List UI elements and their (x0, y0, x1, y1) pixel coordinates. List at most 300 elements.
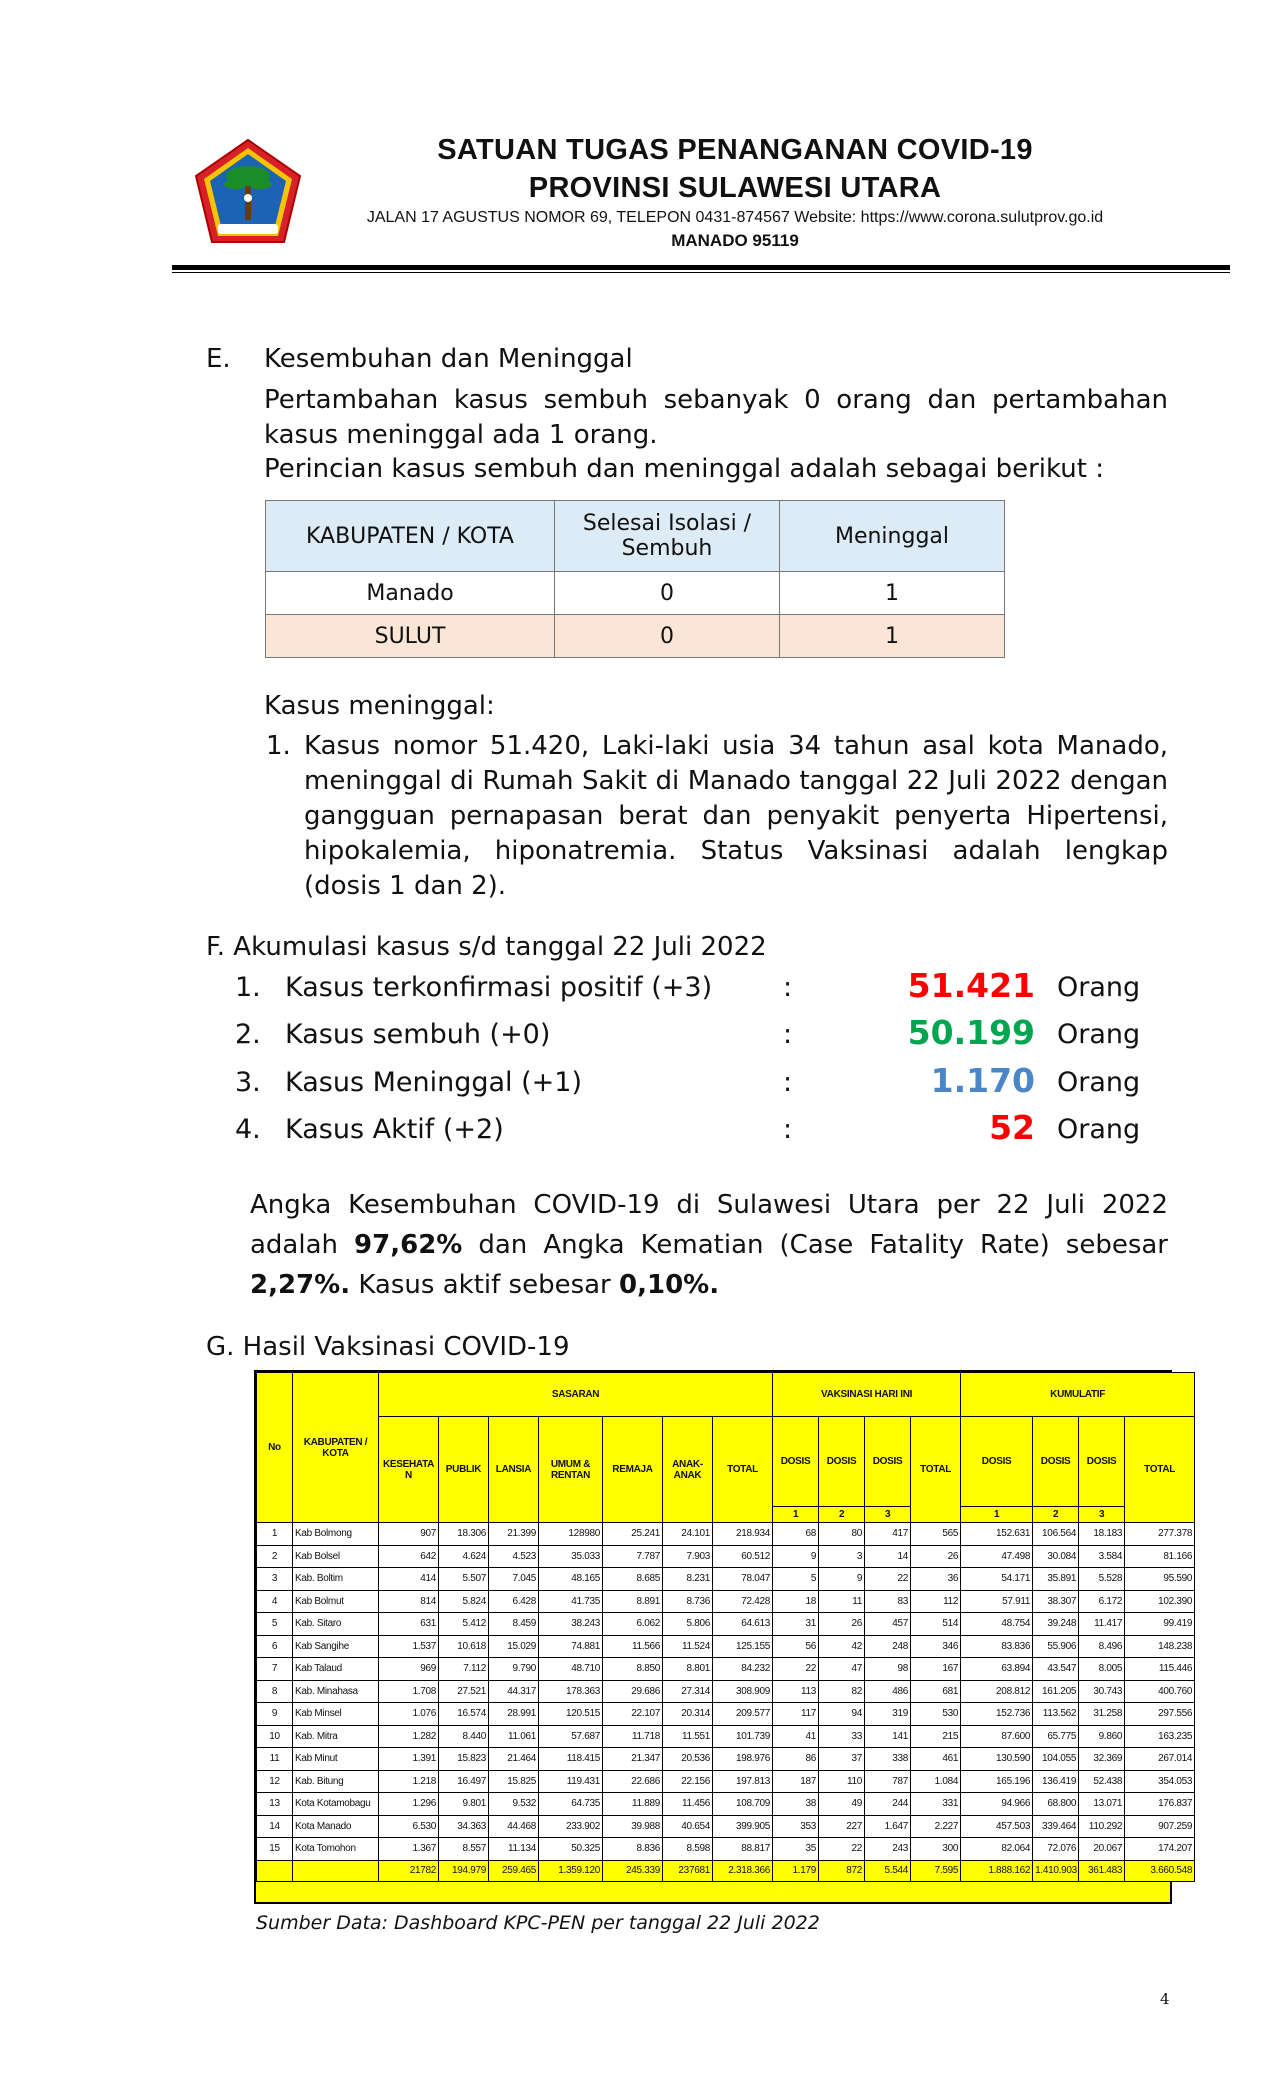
table-cell: 32.369 (1079, 1748, 1125, 1771)
total-cell: 361.483 (1079, 1860, 1125, 1881)
table-cell: 9.801 (439, 1793, 489, 1816)
table-cell: 215 (911, 1725, 961, 1748)
table-cell: 243 (865, 1838, 911, 1861)
table-cell: 7 (257, 1658, 293, 1681)
col-header-umum-rentan: UMUM & RENTAN (539, 1417, 603, 1523)
table-cell: 8.459 (489, 1613, 539, 1636)
table-row (257, 1793, 1195, 1816)
table-cell: 907 (379, 1523, 439, 1546)
table-cell: 95.590 (1125, 1568, 1195, 1591)
table-cell: 631 (379, 1613, 439, 1636)
table-cell: 18 (773, 1590, 819, 1613)
table-cell: 0 (555, 572, 780, 615)
table-cell: 48.165 (539, 1568, 603, 1591)
total-cell: 1.888.162 (961, 1860, 1033, 1881)
table-row (257, 1545, 1195, 1568)
section-e-paragraph-1: Pertambahan kasus sembuh sebanyak 0 orang dan pertambahan kasus meninggal ada 1 orang. (264, 385, 1168, 450)
table-cell: 27.521 (439, 1680, 489, 1703)
table-cell: 113 (773, 1680, 819, 1703)
table-cell: 152.736 (961, 1703, 1033, 1726)
table-row (257, 1838, 1195, 1861)
recovery-rate: 97,62% (354, 1230, 463, 1260)
table-cell: 9 (257, 1703, 293, 1726)
table-row (257, 1613, 1195, 1636)
table-cell: 1 (780, 615, 1005, 658)
table-cell: 486 (865, 1680, 911, 1703)
table-cell: 11.061 (489, 1725, 539, 1748)
table-cell: 30.743 (1079, 1680, 1125, 1703)
table-cell: 21.464 (489, 1748, 539, 1771)
row-number: 2. (235, 1019, 261, 1050)
dose-number: 3 (865, 1507, 911, 1523)
table-cell: 681 (911, 1680, 961, 1703)
table-cell: 248 (865, 1635, 911, 1658)
table-cell: Kab. Bitung (293, 1770, 379, 1793)
col-header-total-kumulatif: TOTAL (1125, 1417, 1195, 1523)
table-cell: 308.909 (713, 1680, 773, 1703)
table-row (266, 572, 1005, 615)
table-cell: 108.709 (713, 1793, 773, 1816)
table-cell: 11.718 (603, 1725, 663, 1748)
total-cell: 259.465 (489, 1860, 539, 1881)
table-cell: Kota Manado (293, 1815, 379, 1838)
table-cell: 47.498 (961, 1545, 1033, 1568)
table-cell: 319 (865, 1703, 911, 1726)
table-cell: 72.428 (713, 1590, 773, 1613)
table-cell: Kota Tomohon (293, 1838, 379, 1861)
table-cell: 7.045 (489, 1568, 539, 1591)
table-cell: 22.107 (603, 1703, 663, 1726)
table-cell: 83.836 (961, 1635, 1033, 1658)
col-header-dosis-2-kumulatif: DOSIS (1033, 1417, 1079, 1507)
row-colon: : (783, 1019, 793, 1050)
table-cell: 99.419 (1125, 1613, 1195, 1636)
table-cell: 8.685 (603, 1568, 663, 1591)
table-cell: 18.183 (1079, 1523, 1125, 1546)
table-cell: 81.166 (1125, 1545, 1195, 1568)
table-cell: 26 (911, 1545, 961, 1568)
dose-number: 2 (1033, 1507, 1079, 1523)
table-cell: 43.547 (1033, 1658, 1079, 1681)
table-cell: 9.790 (489, 1658, 539, 1681)
table-cell: 5.806 (663, 1613, 713, 1636)
table-row (257, 1770, 1195, 1793)
header-title-line1: SATUAN TUGAS PENANGANAN COVID-19 (437, 134, 1033, 166)
table-cell: Kab Sangihe (293, 1635, 379, 1658)
total-cell: 1.179 (773, 1860, 819, 1881)
table-cell: Kab. Sitaro (293, 1613, 379, 1636)
section-f-heading: F. Akumulasi kasus s/d tanggal 22 Juli 2022 (206, 932, 767, 962)
table-cell: 1 (780, 572, 1005, 615)
cumulative-row-deaths (235, 1061, 1141, 1111)
table-cell: 35.033 (539, 1545, 603, 1568)
table-row (257, 1658, 1195, 1681)
table-cell: 35.891 (1033, 1568, 1079, 1591)
table-cell: 814 (379, 1590, 439, 1613)
table-cell: 1.391 (379, 1748, 439, 1771)
total-cell: 21782 (379, 1860, 439, 1881)
section-e-letter: E. (206, 344, 231, 374)
table-cell: 63.894 (961, 1658, 1033, 1681)
table-cell: 1.218 (379, 1770, 439, 1793)
row-value: 51.421 (907, 966, 1035, 1005)
table-cell: 106.564 (1033, 1523, 1079, 1546)
table-cell: 2.227 (911, 1815, 961, 1838)
table-cell: 102.390 (1125, 1590, 1195, 1613)
dose-number: 3 (1079, 1507, 1125, 1523)
table-cell: 78.047 (713, 1568, 773, 1591)
summary-text: Kasus aktif sebesar (358, 1270, 611, 1300)
table-cell: 7.903 (663, 1545, 713, 1568)
table-cell: 9 (819, 1568, 865, 1591)
table-cell: Kota Kotamobagu (293, 1793, 379, 1816)
header-address: JALAN 17 AGUSTUS NOMOR 69, TELEPON 0431-874567 Website: https://www.corona.sulutprov.go.id (366, 209, 1104, 226)
table-cell: 50.325 (539, 1838, 603, 1861)
table-row (257, 1523, 1195, 1546)
section-g-heading: G. Hasil Vaksinasi COVID-19 (206, 1332, 570, 1362)
table-cell: 8.891 (603, 1590, 663, 1613)
header-divider-thin (172, 272, 1230, 273)
col-header-dosis-3-harian: DOSIS (865, 1417, 911, 1507)
recovery-death-table (265, 500, 1005, 658)
table-cell: 400.760 (1125, 1680, 1195, 1703)
table-cell: 11 (257, 1748, 293, 1771)
table-cell: Kab Minsel (293, 1703, 379, 1726)
dose-number: 1 (773, 1507, 819, 1523)
table-cell: 3.584 (1079, 1545, 1125, 1568)
total-cell-empty (293, 1860, 379, 1881)
total-cell: 1.410.903 (1033, 1860, 1079, 1881)
table-cell: 52.438 (1079, 1770, 1125, 1793)
section-e-heading: Kesembuhan dan Meninggal (264, 344, 633, 374)
death-case-description: Kasus nomor 51.420, Laki-laki usia 34 tahun asal kota Manado, meninggal di Rumah Sakit di Manado tanggal 22 Juli 2022 dengan gangguan pernapasan berat dan penyakit penyerta Hipertensi, hipokalemia, hiponatremia. Status Vaksinasi adalah lengkap (dosis 1 dan 2). (304, 731, 1168, 901)
table-cell: 41 (773, 1725, 819, 1748)
table-cell: 176.837 (1125, 1793, 1195, 1816)
col-header-dosis-2-harian: DOSIS (819, 1417, 865, 1507)
table-cell: 60.512 (713, 1545, 773, 1568)
vaccination-table-container (254, 1370, 1193, 1904)
col-header-total-harian: TOTAL (911, 1417, 961, 1523)
table-cell: 6.172 (1079, 1590, 1125, 1613)
summary-text: Angka Kesembuhan COVID-19 di Sulawesi Utara per 22 Juli 2022 adalah (250, 1190, 1168, 1260)
table-cell: 82.064 (961, 1838, 1033, 1861)
table-cell: 165.196 (961, 1770, 1033, 1793)
table-cell: 118.415 (539, 1748, 603, 1771)
table-cell: Kab. Mitra (293, 1725, 379, 1748)
row-number: 4. (235, 1114, 261, 1145)
row-value: 52 (989, 1108, 1035, 1147)
dose-number: 2 (819, 1507, 865, 1523)
table-cell: 34.363 (439, 1815, 489, 1838)
table-row (257, 1703, 1195, 1726)
table-row (257, 1815, 1195, 1838)
table-cell: Kab Bolsel (293, 1545, 379, 1568)
table-cell: 18.306 (439, 1523, 489, 1546)
table-cell: 72.076 (1033, 1838, 1079, 1861)
table-cell: 11.551 (663, 1725, 713, 1748)
table-cell: Manado (266, 572, 555, 615)
table-cell: 1.084 (911, 1770, 961, 1793)
table-cell: 110.292 (1079, 1815, 1125, 1838)
table-cell: 41.735 (539, 1590, 603, 1613)
table-cell: 33 (819, 1725, 865, 1748)
table-cell: 514 (911, 1613, 961, 1636)
table-cell: 15 (257, 1838, 293, 1861)
total-cell: 5.544 (865, 1860, 911, 1881)
group-header-harian: VAKSINASI HARI INI (773, 1373, 961, 1417)
table-cell: 208.812 (961, 1680, 1033, 1703)
table-cell: 14 (257, 1815, 293, 1838)
table-cell: 10 (257, 1725, 293, 1748)
table-cell: 3 (819, 1545, 865, 1568)
table-row (257, 1725, 1195, 1748)
row-unit: Orang (1057, 972, 1141, 1003)
row-unit: Orang (1057, 1114, 1141, 1145)
row-label: Kasus terkonfirmasi positif (+3) (285, 972, 713, 1003)
table-cell: 11.417 (1079, 1613, 1125, 1636)
table-cell: 38 (773, 1793, 819, 1816)
table-cell: 354.053 (1125, 1770, 1195, 1793)
table-cell: 11.566 (603, 1635, 663, 1658)
table-cell: 9 (773, 1545, 819, 1568)
table-cell: 38.307 (1033, 1590, 1079, 1613)
table-cell: 2 (257, 1545, 293, 1568)
table-cell: 130.590 (961, 1748, 1033, 1771)
table-cell: 244 (865, 1793, 911, 1816)
table-cell: 907.259 (1125, 1815, 1195, 1838)
table-cell: 461 (911, 1748, 961, 1771)
table-cell: 141 (865, 1725, 911, 1748)
row-colon: : (783, 972, 793, 1003)
table-cell: 8.557 (439, 1838, 489, 1861)
table-cell: 417 (865, 1523, 911, 1546)
table-cell: 36 (911, 1568, 961, 1591)
table-cell: 87.600 (961, 1725, 1033, 1748)
table-cell: 1.296 (379, 1793, 439, 1816)
fatality-rate: 2,27%. (250, 1270, 351, 1300)
death-case-heading: Kasus meninggal: (264, 691, 495, 721)
table-cell: 8 (257, 1680, 293, 1703)
cumulative-row-recovered (235, 1013, 1141, 1063)
table-cell: 47 (819, 1658, 865, 1681)
vaccination-table-body (257, 1523, 1195, 1861)
table-cell: 3 (257, 1568, 293, 1591)
table-cell: 267.014 (1125, 1748, 1195, 1771)
table-cell: 12 (257, 1770, 293, 1793)
table-cell: 16.574 (439, 1703, 489, 1726)
section-e-paragraph-2: Perincian kasus sembuh dan meninggal adalah sebagai berikut : (264, 454, 1104, 484)
table-row (257, 1748, 1195, 1771)
table-cell: 38.243 (539, 1613, 603, 1636)
header-divider-thick (172, 265, 1230, 270)
table-cell: 54.171 (961, 1568, 1033, 1591)
col-header-remaja: REMAJA (603, 1417, 663, 1523)
table-cell: 21.347 (603, 1748, 663, 1771)
table-cell: 11.456 (663, 1793, 713, 1816)
table-cell: 15.029 (489, 1635, 539, 1658)
table-cell: 86 (773, 1748, 819, 1771)
table-cell: 8.598 (663, 1838, 713, 1861)
row-value: 50.199 (907, 1013, 1035, 1052)
table-cell: 20.314 (663, 1703, 713, 1726)
table-cell: 31 (773, 1613, 819, 1636)
table-cell: 969 (379, 1658, 439, 1681)
table-cell: Kab Bolmong (293, 1523, 379, 1546)
row-colon: : (783, 1067, 793, 1098)
table-cell: 15.823 (439, 1748, 489, 1771)
total-cell-empty (257, 1860, 293, 1881)
vaccination-table (256, 1372, 1195, 1882)
col-header-dosis-1-kumulatif: DOSIS (961, 1417, 1033, 1507)
table-header-kabupaten: KABUPATEN / KOTA (266, 501, 555, 572)
table-cell: 57.911 (961, 1590, 1033, 1613)
col-header-kabupaten: KABUPATEN / KOTA (293, 1373, 379, 1523)
table-cell: 104.055 (1033, 1748, 1079, 1771)
table-cell: 28.991 (489, 1703, 539, 1726)
table-cell: 57.687 (539, 1725, 603, 1748)
page-number: 4 (1160, 1990, 1170, 2008)
table-row (257, 1590, 1195, 1613)
table-cell: 4.624 (439, 1545, 489, 1568)
data-source-note: Sumber Data: Dashboard KPC-PEN per tanggal 22 Juli 2022 (256, 1912, 820, 1934)
table-cell: 88.817 (713, 1838, 773, 1861)
rates-summary (250, 1185, 1168, 1305)
table-cell: 44.317 (489, 1680, 539, 1703)
table-header-sembuh: Selesai Isolasi / Sembuh (555, 501, 780, 572)
table-cell: 530 (911, 1703, 961, 1726)
table-cell: 5.507 (439, 1568, 489, 1591)
table-row (257, 1568, 1195, 1591)
table-cell: 5.824 (439, 1590, 489, 1613)
table-cell: Kab Minut (293, 1748, 379, 1771)
table-header-meninggal: Meninggal (780, 501, 1005, 572)
total-cell: 194.979 (439, 1860, 489, 1881)
table-cell: 14 (865, 1545, 911, 1568)
table-cell: 198.976 (713, 1748, 773, 1771)
table-cell: 8.231 (663, 1568, 713, 1591)
col-header-dosis-1-harian: DOSIS (773, 1417, 819, 1507)
table-cell: 1 (257, 1523, 293, 1546)
table-cell: 117 (773, 1703, 819, 1726)
table-cell: 1.367 (379, 1838, 439, 1861)
table-cell: 6.062 (603, 1613, 663, 1636)
vaccination-total-row (257, 1860, 1195, 1881)
table-cell: 642 (379, 1545, 439, 1568)
death-case-number: 1. (266, 731, 291, 761)
table-cell: 37 (819, 1748, 865, 1771)
table-cell: 353 (773, 1815, 819, 1838)
table-cell: 26 (819, 1613, 865, 1636)
table-cell: 9.860 (1079, 1725, 1125, 1748)
table-cell: Kab. Minahasa (293, 1680, 379, 1703)
table-cell: 1.282 (379, 1725, 439, 1748)
table-cell: 20.536 (663, 1748, 713, 1771)
table-cell: 4.523 (489, 1545, 539, 1568)
table-cell: 1.708 (379, 1680, 439, 1703)
row-label: Kasus Aktif (+2) (285, 1114, 504, 1145)
table-cell: 167 (911, 1658, 961, 1681)
row-unit: Orang (1057, 1067, 1141, 1098)
table-cell: 148.238 (1125, 1635, 1195, 1658)
table-cell: 7.112 (439, 1658, 489, 1681)
table-cell: 27.314 (663, 1680, 713, 1703)
total-cell: 2.318.366 (713, 1860, 773, 1881)
table-cell: 11.524 (663, 1635, 713, 1658)
table-row-total (266, 615, 1005, 658)
summary-text: dan Angka Kematian (Case Fatality Rate) sebesar (478, 1230, 1168, 1260)
table-cell: 39.988 (603, 1815, 663, 1838)
table-cell: 10.618 (439, 1635, 489, 1658)
header-title-line2: PROVINSI SULAWESI UTARA (528, 172, 942, 204)
table-cell: 152.631 (961, 1523, 1033, 1546)
table-cell: 6.428 (489, 1590, 539, 1613)
table-cell: 8.440 (439, 1725, 489, 1748)
table-cell: Kab. Boltim (293, 1568, 379, 1591)
col-header-publik: PUBLIK (439, 1417, 489, 1523)
table-cell: 13.071 (1079, 1793, 1125, 1816)
table-cell: 197.813 (713, 1770, 773, 1793)
table-cell: 136.419 (1033, 1770, 1079, 1793)
table-cell: 128980 (539, 1523, 603, 1546)
table-cell: 218.934 (713, 1523, 773, 1546)
table-cell: 65.775 (1033, 1725, 1079, 1748)
table-cell: 64.735 (539, 1793, 603, 1816)
table-cell: 68 (773, 1523, 819, 1546)
table-cell: 339.464 (1033, 1815, 1079, 1838)
table-cell: 8.736 (663, 1590, 713, 1613)
table-cell: 5.412 (439, 1613, 489, 1636)
table-cell: 209.577 (713, 1703, 773, 1726)
table-cell: SULUT (266, 615, 555, 658)
table-cell: 1.537 (379, 1635, 439, 1658)
table-cell: 48.754 (961, 1613, 1033, 1636)
table-cell: 457 (865, 1613, 911, 1636)
row-unit: Orang (1057, 1019, 1141, 1050)
table-cell: 331 (911, 1793, 961, 1816)
row-label: Kasus sembuh (+0) (285, 1019, 551, 1050)
table-cell: 178.363 (539, 1680, 603, 1703)
table-cell: 787 (865, 1770, 911, 1793)
table-cell: 24.101 (663, 1523, 713, 1546)
table-cell: 22 (819, 1838, 865, 1861)
table-cell: 83 (865, 1590, 911, 1613)
total-cell: 7.595 (911, 1860, 961, 1881)
table-cell: 25.241 (603, 1523, 663, 1546)
table-cell: 98 (865, 1658, 911, 1681)
table-cell: 11.134 (489, 1838, 539, 1861)
row-colon: : (783, 1114, 793, 1145)
table-cell: 42 (819, 1635, 865, 1658)
table-cell: 5.528 (1079, 1568, 1125, 1591)
table-cell: 15.825 (489, 1770, 539, 1793)
header-city: MANADO 95119 (671, 231, 799, 250)
table-cell: 5 (773, 1568, 819, 1591)
table-cell: 40.654 (663, 1815, 713, 1838)
table-cell: 29.686 (603, 1680, 663, 1703)
table-cell: 20.067 (1079, 1838, 1125, 1861)
total-cell: 237681 (663, 1860, 713, 1881)
table-cell: 82 (819, 1680, 865, 1703)
table-cell: 35 (773, 1838, 819, 1861)
table-cell: 22 (865, 1568, 911, 1591)
table-cell: 120.515 (539, 1703, 603, 1726)
table-cell: 277.378 (1125, 1523, 1195, 1546)
table-cell: 8.850 (603, 1658, 663, 1681)
col-header-anak: ANAK-ANAK (663, 1417, 713, 1523)
row-value: 1.170 (930, 1061, 1035, 1100)
table-cell: 457.503 (961, 1815, 1033, 1838)
table-cell: 49 (819, 1793, 865, 1816)
